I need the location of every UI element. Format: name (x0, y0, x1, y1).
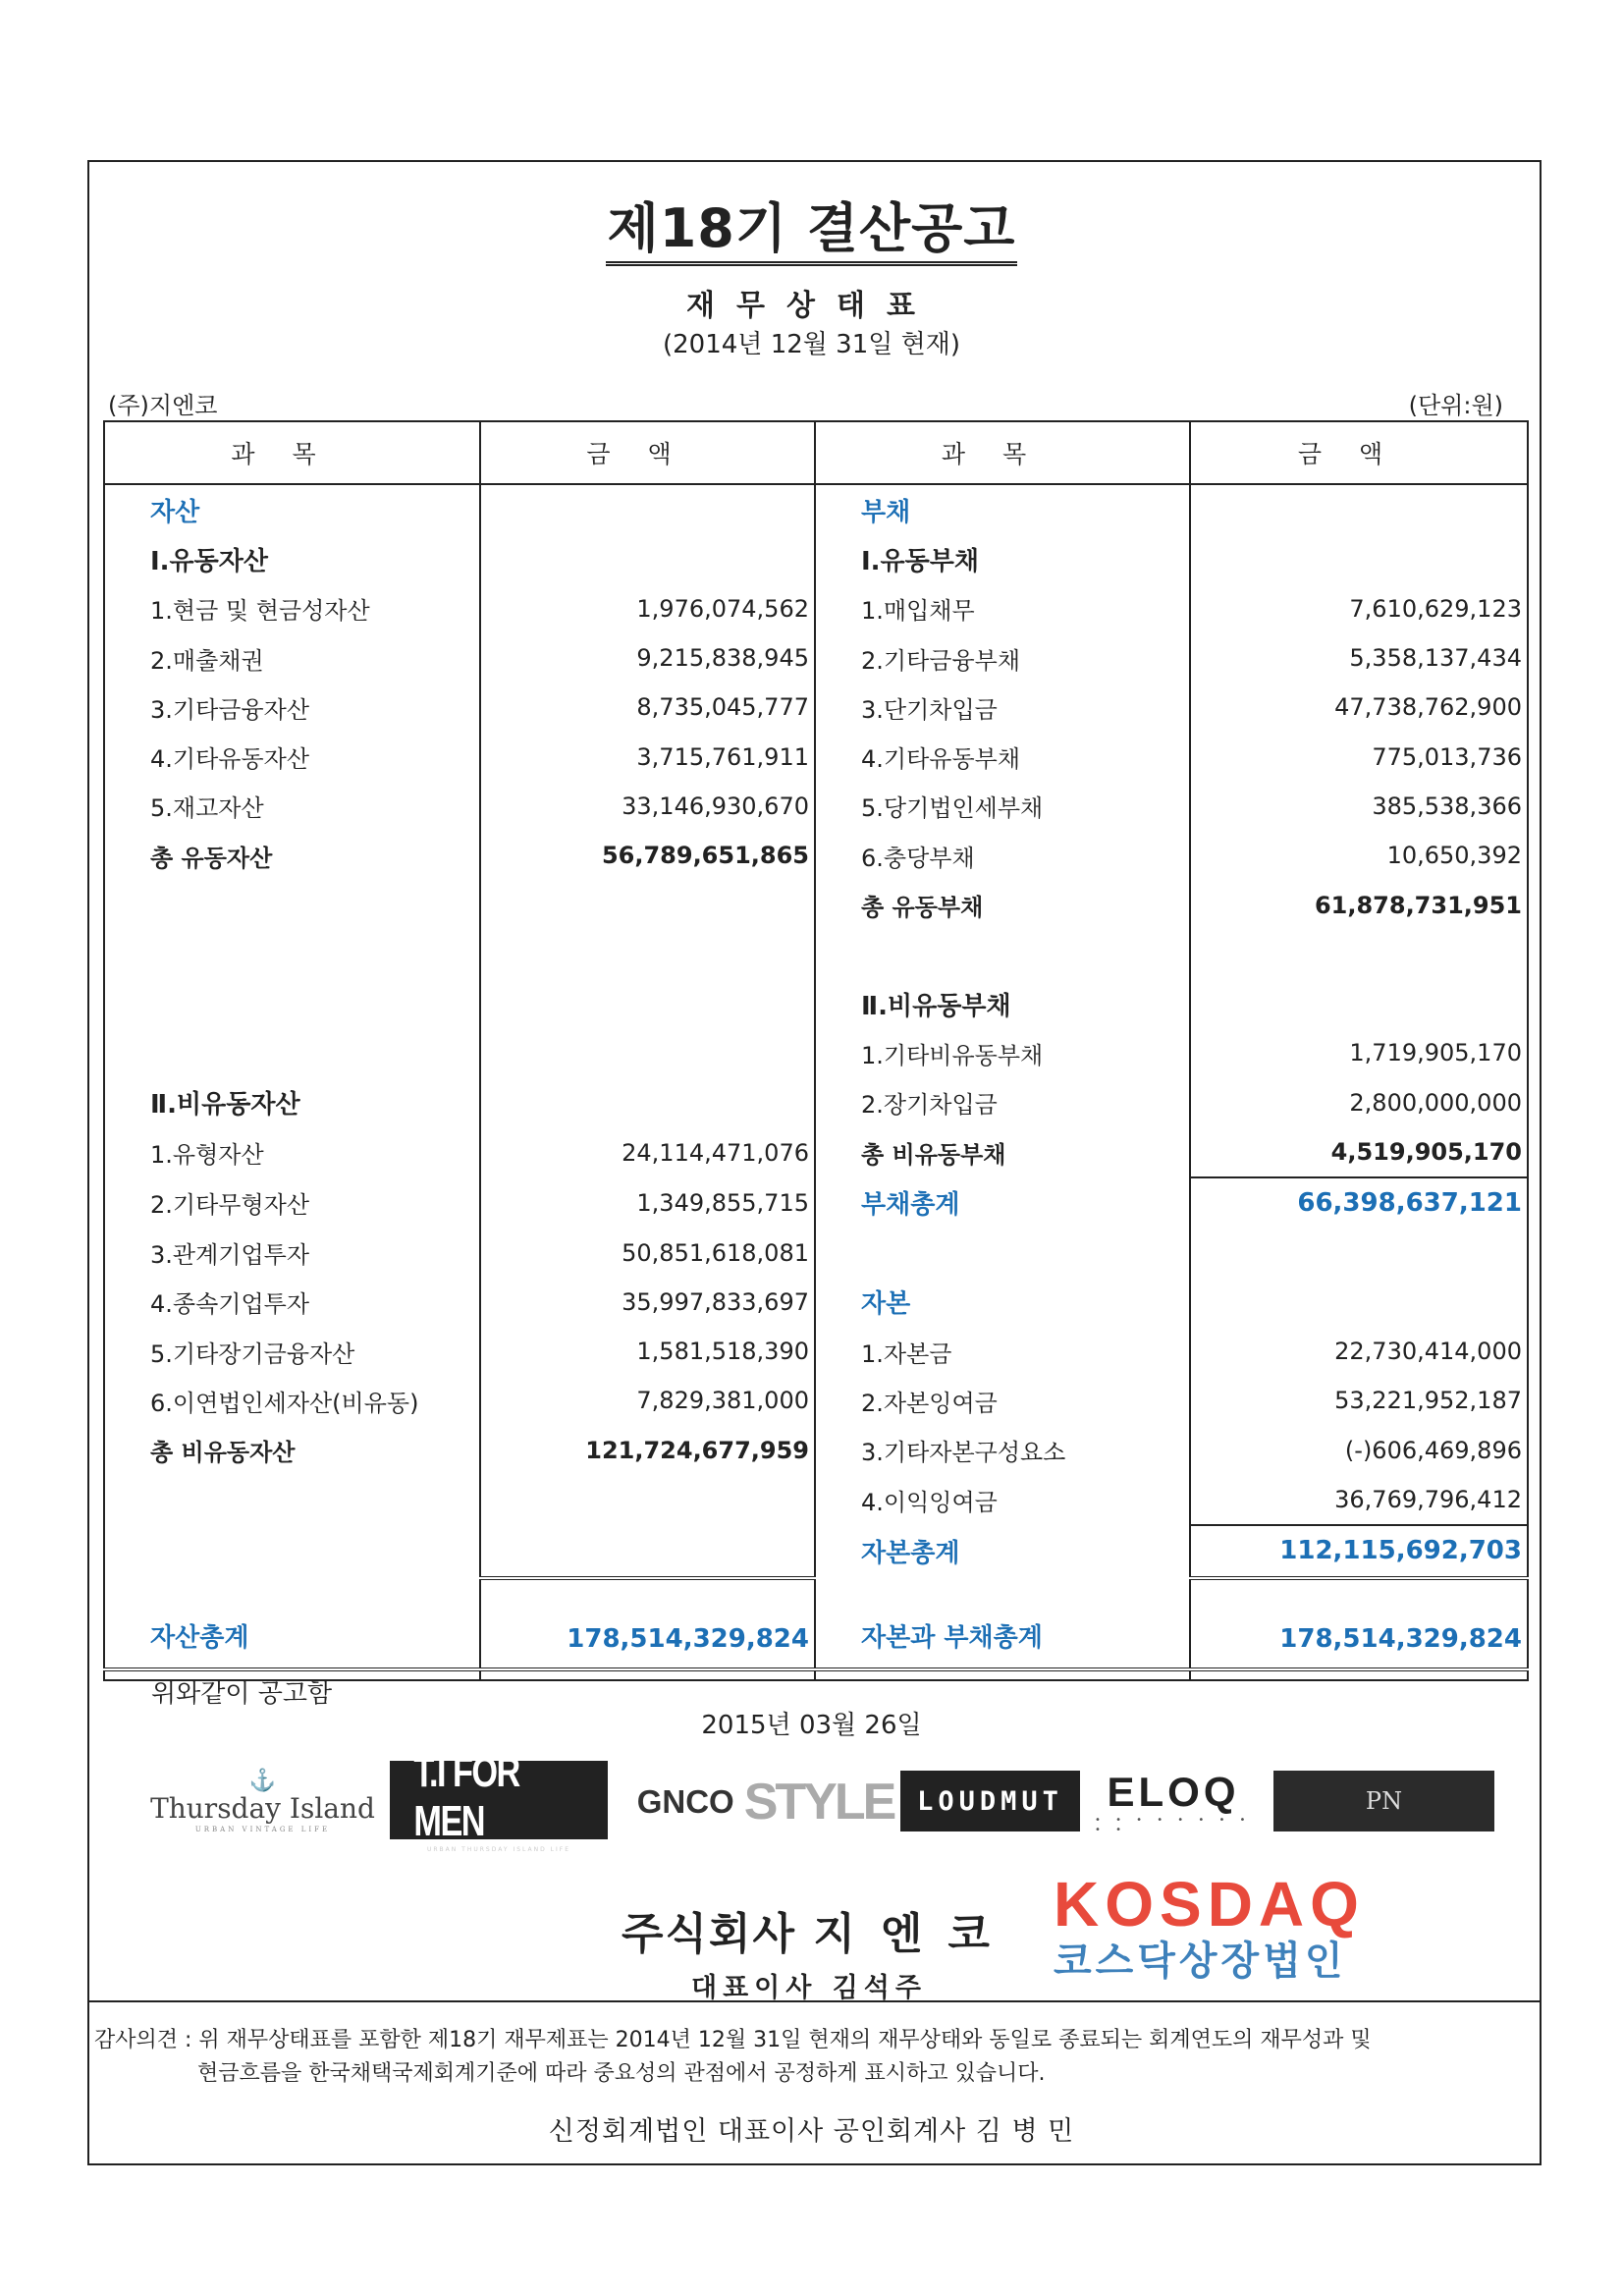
total-liab-equity-label: 자본과 부채총계 (815, 1578, 1190, 1669)
loudmut-logo: LOUDMUT (900, 1771, 1080, 1831)
right-amount-cell: 53,221,952,187 (1334, 1387, 1522, 1415)
right-subject-cell: 1.기타비유동부채 (815, 1028, 1190, 1077)
left-amount-cell: 1,581,518,390 (480, 1327, 815, 1376)
company-main-name: 지엔코 (813, 1909, 1015, 1959)
ti-for-men-name: T.I FOR MEN (413, 1747, 519, 1845)
right-subject-cell: 부채총계 (815, 1177, 1190, 1228)
right-subject-cell: 1.매입채무 (815, 584, 1190, 633)
left-subject-cell: 2.기타무형자산 (104, 1177, 480, 1228)
table-row (104, 1475, 1528, 1525)
right-amount-cell: 10,650,392 (1386, 842, 1522, 870)
left-amount-cell: 35,997,833,697 (480, 1278, 815, 1327)
right-subject-cell: 6.충당부채 (815, 831, 1190, 880)
company-name-small: (주)지엔코 (108, 392, 218, 419)
right-subject-cell: 총 비유동부채 (815, 1127, 1190, 1177)
gnco-style-logo (625, 1761, 905, 1843)
kosdaq-listed-text: 코스닥상장법인 (1054, 1939, 1347, 1984)
table-row (104, 1177, 1528, 1228)
right-amount-cell: 66,398,637,121 (1190, 1177, 1528, 1228)
right-amount-cell: 2,800,000,000 (1349, 1088, 1522, 1117)
table-row (104, 484, 1528, 534)
right-amount-cell: 112,115,692,703 (1190, 1525, 1528, 1577)
publication-date: 2015년 03월 26일 (701, 1711, 922, 1740)
foot-cell (1190, 1669, 1528, 1680)
right-subject-cell: 3.단기차입금 (815, 683, 1190, 732)
table-row (104, 584, 1528, 633)
table-header-row (104, 421, 1528, 484)
table-row (104, 534, 1528, 583)
left-subject-cell (104, 1475, 480, 1525)
ti-for-men-tag: URBAN THURSDAY ISLAND LIFE (427, 1845, 570, 1853)
table-row (104, 1127, 1528, 1177)
left-amount-cell: 1,349,855,715 (480, 1177, 815, 1228)
table-row (104, 732, 1528, 781)
right-amount-cell: 47,738,762,900 (1334, 693, 1522, 722)
right-subject-cell (815, 930, 1190, 979)
left-amount-cell: 33,146,930,670 (480, 782, 815, 831)
table-row (104, 782, 1528, 831)
left-subject-cell: Ⅰ.유동자산 (104, 534, 480, 583)
left-amount-cell: 24,114,471,076 (480, 1127, 815, 1177)
right-amount-cell (1190, 979, 1528, 1028)
right-amount-cell (1190, 1228, 1528, 1277)
as-of-date: (2014년 12월 31일 현재) (663, 330, 960, 359)
left-subject-cell: 5.기타장기금융자산 (104, 1327, 480, 1376)
statement-title: 재무상태표 (686, 289, 937, 323)
right-subject-cell (815, 1228, 1190, 1277)
thursday-island-name: Thursday Island (150, 1792, 375, 1825)
left-amount-cell (480, 534, 815, 583)
left-amount-cell (480, 979, 815, 1028)
balance-sheet-table (103, 420, 1529, 1681)
right-subject-cell: 부채 (815, 484, 1190, 534)
table-row (104, 1376, 1528, 1425)
right-amount-cell: 22,730,414,000 (1334, 1338, 1522, 1366)
right-amount-cell: 7,610,629,123 (1349, 594, 1522, 623)
right-amount-cell: 5,358,137,434 (1349, 644, 1522, 673)
auditor-signature: 신정회계법인 대표이사 공인회계사 김 병 민 (548, 2116, 1075, 2147)
left-amount-cell: 50,851,618,081 (480, 1228, 815, 1277)
thursday-island-tag: URBAN VINTAGE LIFE (194, 1826, 331, 1833)
left-subject-cell: 3.관계기업투자 (104, 1228, 480, 1277)
left-amount-cell (480, 1078, 815, 1127)
audit-line-1: 감사의견 : 위 재무상태표를 포함한 제18기 재무제표는 2014년 12월 31일 현재의 재무상태와 동일로 종료되는 회계연도의 재무성과 및 (94, 2028, 1372, 2052)
eloq-dots: • • • • • • • • • • (1095, 1815, 1252, 1835)
left-subject-cell (104, 1028, 480, 1077)
right-amount-cell (1190, 484, 1528, 534)
left-subject-cell: 2.매출채권 (104, 633, 480, 683)
table-row (104, 1278, 1528, 1327)
right-amount-cell: 385,538,366 (1372, 792, 1522, 820)
right-subject-cell: 2.기타금융부채 (815, 633, 1190, 683)
right-amount-cell (1190, 1278, 1528, 1327)
table-row (104, 1327, 1528, 1376)
thursday-island-logo (147, 1761, 378, 1843)
left-amount-cell (480, 930, 815, 979)
left-amount-cell: 1,976,074,562 (480, 584, 815, 633)
left-amount-cell (480, 880, 815, 929)
divider (89, 2000, 1540, 2002)
right-subject-cell: Ⅰ.유동부채 (815, 534, 1190, 583)
left-subject-cell: 4.기타유동자산 (104, 732, 480, 781)
right-amount-cell: 1,719,905,170 (1349, 1039, 1522, 1067)
audit-opinion (94, 2024, 1372, 2091)
kosdaq-wordmark: KOSDAQ (1054, 1869, 1365, 1940)
left-subject-cell: 총 유동자산 (104, 831, 480, 880)
left-amount-cell (480, 484, 815, 534)
right-subject-cell: 1.자본금 (815, 1327, 1190, 1376)
left-subject-cell: 6.이연법인세자산(비유동) (104, 1376, 480, 1425)
right-amount-cell (1190, 930, 1528, 979)
foot-cell (480, 1669, 815, 1680)
left-subject-cell: 5.재고자산 (104, 782, 480, 831)
table-row (104, 1078, 1528, 1127)
left-subject-cell: Ⅱ.비유동자산 (104, 1078, 480, 1127)
brand-logos (147, 1747, 1502, 1853)
total-assets-label: 자산총계 (104, 1578, 480, 1669)
notice-text: 위와같이 공고함 (151, 1679, 333, 1709)
left-amount-cell (480, 1475, 815, 1525)
right-subject-cell: 3.기타자본구성요소 (815, 1426, 1190, 1475)
company-prefix: 주식회사 (622, 1909, 797, 1959)
right-subject-cell: 4.이익잉여금 (815, 1475, 1190, 1525)
unit-label: (단위:원) (1408, 392, 1503, 419)
table-row (104, 880, 1528, 929)
left-subject-cell: 4.종속기업투자 (104, 1278, 480, 1327)
left-amount-cell: 56,789,651,865 (480, 831, 815, 880)
audit-line-2: 현금흐름을 한국채택국제회계기준에 따라 중요성의 관점에서 공정하게 표시하고 있습니다. (197, 2061, 1046, 2086)
right-subject-cell: 2.자본잉여금 (815, 1376, 1190, 1425)
ti-for-men-logo (390, 1747, 608, 1853)
foot-cell (815, 1669, 1190, 1680)
header-subject-left: 과목 (104, 421, 480, 484)
left-subject-cell: 3.기타금융자산 (104, 683, 480, 732)
right-amount-cell (1190, 534, 1528, 583)
right-amount-cell: 775,013,736 (1372, 742, 1522, 771)
table-row (104, 1228, 1528, 1277)
left-amount-cell: 8,735,045,777 (480, 683, 815, 732)
pn-logo: PN (1273, 1771, 1494, 1831)
right-subject-cell: 자본총계 (815, 1525, 1190, 1577)
left-amount-cell: 7,829,381,000 (480, 1376, 815, 1425)
grand-total-row (104, 1578, 1528, 1669)
header-amount-right: 금액 (1190, 421, 1528, 484)
table-row (104, 1426, 1528, 1475)
left-subject-cell (104, 880, 480, 929)
right-subject-cell: 자본 (815, 1278, 1190, 1327)
table-row (104, 633, 1528, 683)
left-subject-cell (104, 930, 480, 979)
anchor-icon: ⚓ (248, 1769, 277, 1793)
header-amount-left: 금액 (480, 421, 815, 484)
right-amount-cell: 4,519,905,170 (1330, 1138, 1522, 1166)
left-subject-cell: 1.현금 및 현금성자산 (104, 584, 480, 633)
table-row (104, 683, 1528, 732)
kosdaq-logo (1054, 1871, 1365, 1985)
total-liab-equity-amount: 178,514,329,824 (1190, 1578, 1528, 1669)
table-row (104, 979, 1528, 1028)
total-assets-amount: 178,514,329,824 (480, 1578, 815, 1669)
header-subject-right: 과목 (815, 421, 1190, 484)
left-subject-cell (104, 1525, 480, 1577)
left-amount-cell (480, 1525, 815, 1577)
left-subject-cell (104, 979, 480, 1028)
left-amount-cell: 9,215,838,945 (480, 633, 815, 683)
right-subject-cell: Ⅱ.비유동부채 (815, 979, 1190, 1028)
left-subject-cell: 1.유형자산 (104, 1127, 480, 1177)
left-subject-cell: 자산 (104, 484, 480, 534)
right-subject-cell: 총 유동부채 (815, 880, 1190, 929)
gnco-text: GNCO (636, 1783, 734, 1820)
page-title: 제18기 결산공고 (0, 187, 1623, 262)
right-subject-cell: 5.당기법인세부채 (815, 782, 1190, 831)
right-amount-cell: 61,878,731,951 (1314, 891, 1522, 919)
representative: 대표이사 김석주 (691, 1973, 927, 2003)
style-text: STYLE (743, 1774, 894, 1831)
eloq-text: ELOQ (1107, 1769, 1240, 1815)
left-amount-cell: 121,724,677,959 (480, 1426, 815, 1475)
left-subject-cell: 총 비유동자산 (104, 1426, 480, 1475)
table-row (104, 1525, 1528, 1577)
right-subject-cell: 4.기타유동부채 (815, 732, 1190, 781)
table-row (104, 930, 1528, 979)
right-subject-cell: 2.장기차입금 (815, 1078, 1190, 1127)
right-amount-cell: (-)606,469,896 (1344, 1436, 1522, 1464)
table-row (104, 831, 1528, 880)
company-name (622, 1898, 1015, 1961)
table-row (104, 1028, 1528, 1077)
table-body (104, 484, 1528, 1578)
eloq-logo (1095, 1761, 1252, 1843)
left-amount-cell: 3,715,761,911 (480, 732, 815, 781)
left-amount-cell (480, 1028, 815, 1077)
right-amount-cell: 36,769,796,412 (1334, 1486, 1522, 1514)
